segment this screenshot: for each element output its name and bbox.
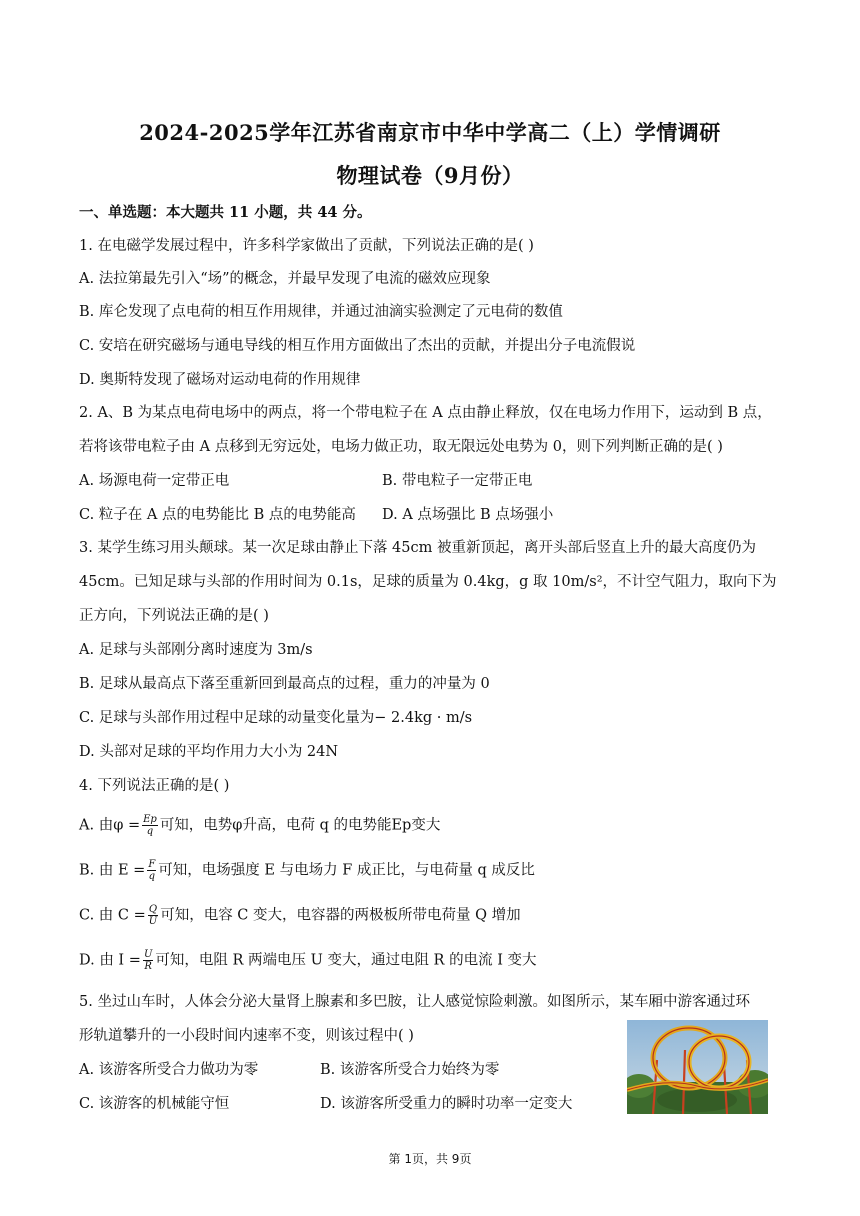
q4-option-b: [79, 859, 535, 882]
q3-stem-line1: 3. 某学生练习用头颠球。某一次足球由静止下落 45cm 被重新顶起，离开头部后竖直上升的最大高度仍为: [79, 540, 756, 556]
q4-a-prefix: A. 由φ =: [79, 817, 141, 834]
q4-c-denominator: U: [148, 916, 158, 927]
page-footer: 第 1页，共 9页: [388, 1152, 472, 1166]
q4-b-numerator: F: [148, 859, 156, 870]
q5-option-c: C. 该游客的机械能守恒: [79, 1096, 230, 1112]
section-heading-single-choice: 一、单选题：本大题共 11 小题，共 44 分。: [79, 204, 372, 221]
q4-d-fraction: [143, 949, 153, 972]
q5-stem-line2: 形轨道攀升的一小段时间内速率不变，则该过程中( ): [79, 1028, 414, 1044]
exam-title-line2: 物理试卷（9月份）: [336, 163, 524, 188]
q4-b-suffix: 可知，电场强度 E 与电场力 F 成正比，与电荷量 q 成反比: [158, 862, 535, 879]
q2-option-a: A. 场源电荷一定带正电: [79, 473, 230, 489]
q5-stem-line1: 5. 坐过山车时，人体会分泌大量肾上腺素和多巴胺，让人感觉惊险刺激。如图所示，某车厢中游客通过环: [79, 994, 750, 1010]
exam-title-line1: 2024-2025学年江苏省南京市中华中学高二（上）学情调研: [139, 120, 721, 145]
q2-option-d: D. A 点场强比 B 点场强小: [382, 507, 554, 523]
q1-option-c: C. 安培在研究磁场与通电导线的相互作用方面做出了杰出的贡献，并提出分子电流假说: [79, 338, 636, 354]
q4-option-d: [79, 949, 537, 972]
q2-option-c: C. 粒子在 A 点的电势能比 B 点的电势能高: [79, 507, 356, 523]
q1-option-d: D. 奥斯特发现了磁场对运动电荷的作用规律: [79, 372, 361, 388]
q5-option-a: A. 该游客所受合力做功为零: [79, 1062, 259, 1078]
q2-stem-line1: 2. A、B 为某点电荷电场中的两点，将一个带电粒子在 A 点由静止释放，仅在电场力作用下，运动到 B 点，: [79, 405, 772, 421]
q3-option-a: A. 足球与头部刚分离时速度为 3m/s: [79, 642, 313, 658]
q4-d-suffix: 可知，电阻 R 两端电压 U 变大，通过电阻 R 的电流 I 变大: [155, 952, 537, 969]
q3-option-c: C. 足球与头部作用过程中足球的动量变化量为− 2.4kg · m/s: [79, 710, 473, 726]
q4-a-fraction: [142, 814, 158, 837]
q2-stem-line2: 若将该带电粒子由 A 点移到无穷远处，电场力做正功，取无限远处电势为 0，则下列判断正确的是( ): [79, 439, 723, 455]
q5-option-b: B. 该游客所受合力始终为零: [320, 1062, 500, 1078]
q4-option-c: [79, 904, 521, 927]
q4-c-prefix: C. 由 C =: [79, 907, 146, 924]
q4-option-a: [79, 814, 440, 837]
q4-d-denominator: R: [144, 961, 152, 972]
q4-a-numerator: Ep: [143, 814, 157, 825]
q4-b-denominator: q: [148, 871, 155, 882]
q4-b-fraction: [147, 859, 156, 882]
q1-stem: 1. 在电磁学发展过程中，许多科学家做出了贡献，下列说法正确的是( ): [79, 238, 534, 254]
q4-a-denominator: q: [146, 826, 154, 837]
q3-option-d: D. 头部对足球的平均作用力大小为 24N: [79, 744, 339, 760]
q5-option-d: D. 该游客所受重力的瞬时功率一定变大: [320, 1096, 573, 1112]
q4-stem: 4. 下列说法正确的是( ): [79, 778, 230, 794]
q4-c-numerator: Q: [148, 904, 158, 915]
q1-option-b: B. 库仑发现了点电荷的相互作用规律，并通过油滴实验测定了元电荷的数值: [79, 304, 563, 320]
q3-stem-line2: 45cm。已知足球与头部的作用时间为 0.1s，足球的质量为 0.4kg，g 取 10m/s²，不计空气阻力，取向下为: [79, 574, 777, 590]
q4-c-suffix: 可知，电容 C 变大，电容器的两极板所带电荷量 Q 增加: [160, 907, 521, 924]
q2-option-b: B. 带电粒子一定带正电: [382, 473, 533, 489]
q3-stem-line3: 正方向，下列说法正确的是( ): [79, 608, 269, 624]
q1-option-a: A. 法拉第最先引入“场”的概念，并最早发现了电流的磁效应现象: [79, 271, 491, 287]
roller-coaster-photo: [627, 1020, 768, 1114]
q4-d-numerator: U: [143, 949, 153, 960]
q3-option-b: B. 足球从最高点下落至重新回到最高点的过程，重力的冲量为 0: [79, 676, 490, 692]
q4-b-prefix: B. 由 E =: [79, 862, 146, 879]
q4-d-prefix: D. 由 I =: [79, 952, 141, 969]
q4-c-fraction: [148, 904, 158, 927]
q4-a-suffix: 可知，电势φ升高，电荷 q 的电势能Ep变大: [159, 817, 441, 834]
